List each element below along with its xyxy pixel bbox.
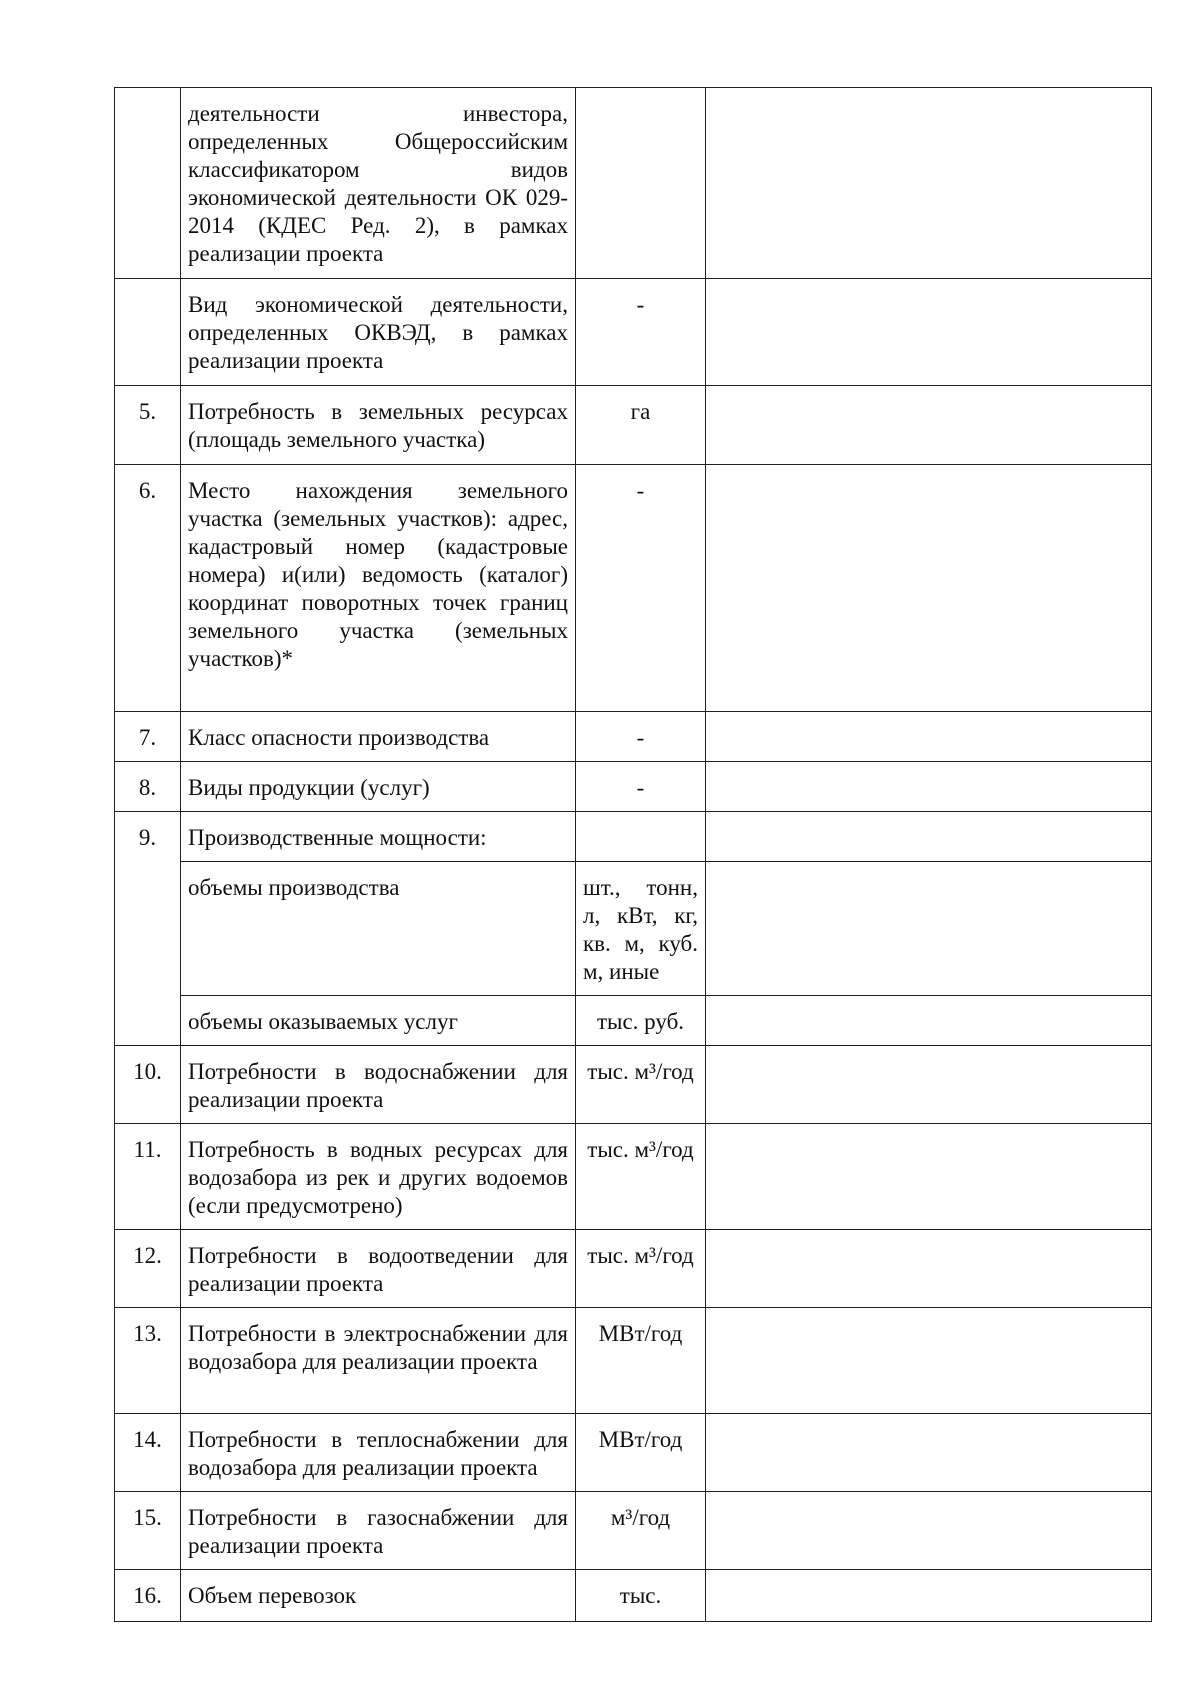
row-description: Потребности в газоснабжении для реализации проекта [181,1492,576,1570]
row-unit: тыс. [576,1570,706,1622]
row-number [115,279,181,386]
row-description: Виды продукции (услуг) [181,762,576,812]
row-unit: - [576,762,706,812]
table-row [115,1492,1152,1570]
row-unit [576,812,706,862]
row-number: 14. [115,1414,181,1492]
row-number: 12. [115,1230,181,1308]
row-unit: м³/год [576,1492,706,1570]
row-number: 13. [115,1308,181,1414]
table-row [115,465,1152,712]
row-description: Место нахождения земельного участка (земельных участков): адрес, кадастровый номер (кадастровые номера) и(или) ведомость (каталог) координат поворотных точек границ земельного участка (земельных участков)* [181,465,576,712]
row-number: 10. [115,1046,181,1124]
row-value-cell[interactable] [706,1046,1152,1124]
row-number: 6. [115,465,181,712]
table-row [115,1414,1152,1492]
requirements-table [114,87,1152,1622]
table-row [115,996,1152,1046]
row-unit: - [576,465,706,712]
row-unit: га [576,386,706,465]
table-row [115,1230,1152,1308]
row-unit [576,88,706,279]
row-value-cell[interactable] [706,1230,1152,1308]
row-unit: - [576,279,706,386]
row-description: Потребности в водоотведении для реализации проекта [181,1230,576,1308]
row-unit: тыс. м³/год [576,1230,706,1308]
row-number: 8. [115,762,181,812]
row-number: 15. [115,1492,181,1570]
row-number [115,996,181,1046]
row-description: Потребности в электроснабжении для водозабора для реализации проекта [181,1308,576,1414]
row-description: Класс опасности производства [181,712,576,762]
row-description: Потребности в теплоснабжении для водозабора для реализации проекта [181,1414,576,1492]
row-value-cell[interactable] [706,862,1152,996]
row-unit: МВт/год [576,1414,706,1492]
row-description: Потребность в земельных ресурсах (площадь земельного участка) [181,386,576,465]
row-number [115,862,181,996]
row-value-cell[interactable] [706,1492,1152,1570]
row-value-cell[interactable] [706,465,1152,712]
row-description: объемы оказываемых услуг [181,996,576,1046]
row-unit: МВт/год [576,1308,706,1414]
row-number [115,88,181,279]
row-value-cell[interactable] [706,1570,1152,1622]
row-number: 11. [115,1124,181,1230]
table-row [115,762,1152,812]
row-value-cell[interactable] [706,386,1152,465]
row-value-cell[interactable] [706,1414,1152,1492]
table-row [115,279,1152,386]
row-value-cell[interactable] [706,88,1152,279]
row-number: 5. [115,386,181,465]
row-description: деятельности инвестора, определенных Общероссийским классификатором видов экономической деятельности ОК 029-2014 (КДЕС Ред. 2), в рамках реализации проекта [181,88,576,279]
row-value-cell[interactable] [706,1308,1152,1414]
row-value-cell[interactable] [706,812,1152,862]
row-value-cell[interactable] [706,762,1152,812]
row-number: 7. [115,712,181,762]
row-number: 16. [115,1570,181,1622]
row-description: Потребности в водоснабжении для реализации проекта [181,1046,576,1124]
row-unit: шт., тонн, л, кВт, кг, кв. м, куб. м, иные [576,862,706,996]
row-description: Производственные мощности: [181,812,576,862]
row-value-cell[interactable] [706,712,1152,762]
table-row [115,1570,1152,1622]
row-number: 9. [115,812,181,862]
row-value-cell[interactable] [706,1124,1152,1230]
row-description: Вид экономической деятельности, определенных ОКВЭД, в рамках реализации проекта [181,279,576,386]
row-unit: тыс. руб. [576,996,706,1046]
table-row [115,862,1152,996]
row-description: объемы производства [181,862,576,996]
row-unit: тыс. м³/год [576,1124,706,1230]
table-row [115,386,1152,465]
row-description: Объем перевозок [181,1570,576,1622]
row-value-cell[interactable] [706,279,1152,386]
table-row [115,712,1152,762]
row-unit: тыс. м³/год [576,1046,706,1124]
table-row [115,1124,1152,1230]
table-row [115,812,1152,862]
table-row [115,88,1152,279]
row-value-cell[interactable] [706,996,1152,1046]
table-row [115,1308,1152,1414]
table-row [115,1046,1152,1124]
row-description: Потребность в водных ресурсах для водозабора из рек и других водоемов (если предусмотрено) [181,1124,576,1230]
row-unit: - [576,712,706,762]
